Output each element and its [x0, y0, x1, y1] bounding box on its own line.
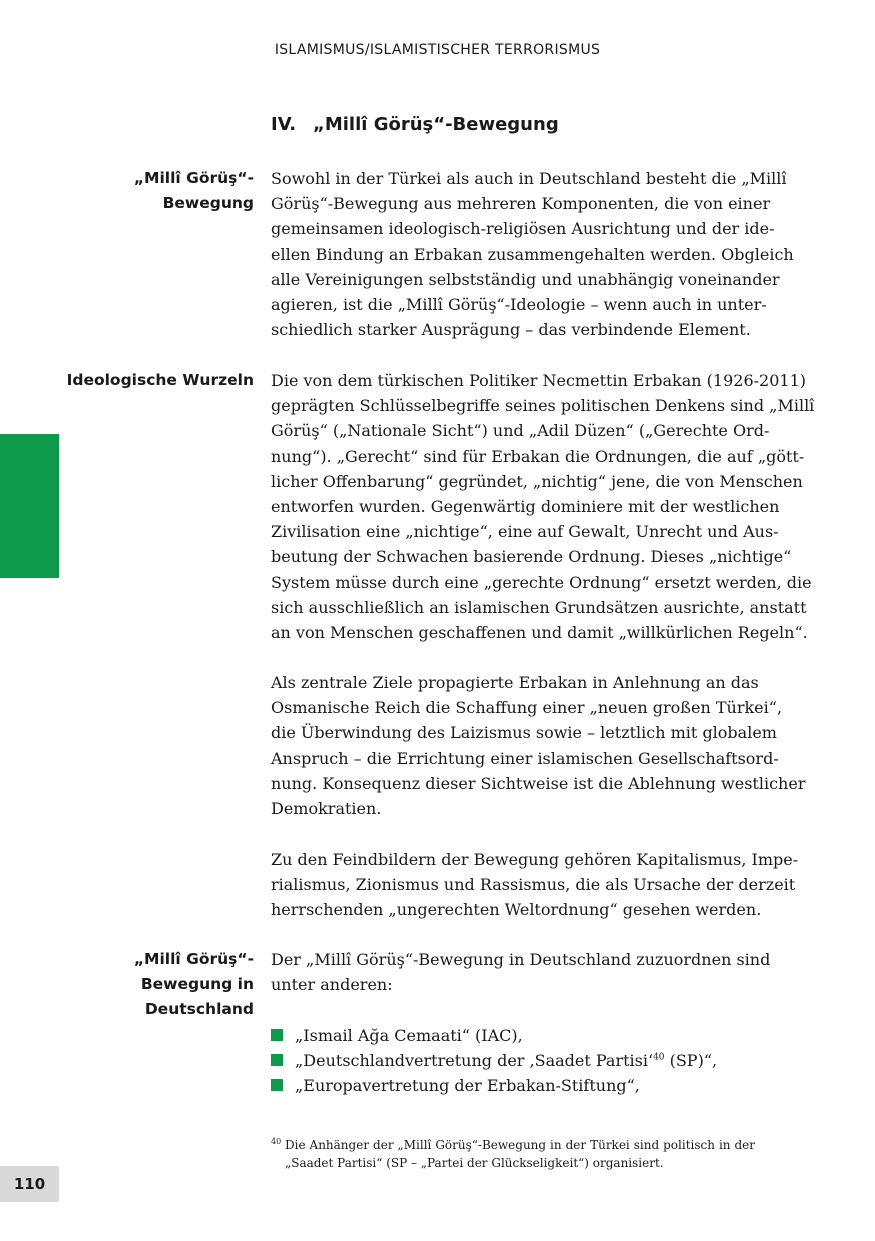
text-line: beutung der Schwachen basierende Ordnung. Dieses „nichtige“: [271, 547, 792, 567]
running-header: ISLAMISMUS/ISLAMISTISCHER TERRORISMUS: [274, 42, 601, 58]
margin-label-line: „Millî Görüş“-: [133, 950, 254, 968]
margin-label-line: Deutschland: [144, 1000, 254, 1019]
green-square-bullet-icon: [271, 1054, 283, 1066]
footnote-line: Die Anhänger der „Millî Görüş“-Bewegung in der Türkei sind politisch in der: [285, 1138, 755, 1152]
margin-label-ideologische-wurzeln: [67, 368, 254, 393]
text-line: herrschenden „ungerechten Weltordnung“ gesehen werden.: [271, 900, 762, 920]
list-item-text: (SP)“,: [664, 1051, 718, 1071]
margin-label-line: Ideologische Wurzeln: [66, 371, 254, 389]
text-line: die Überwindung des Laizismus sowie – letztlich mit globalem: [271, 723, 777, 743]
footnote: [271, 1136, 755, 1172]
text-line: schiedlich starker Ausprägung – das verbindende Element.: [271, 320, 751, 340]
text-line: Zivilisation eine „nichtige“, eine auf Gewalt, Unrecht und Aus-: [271, 522, 779, 542]
list-item-text: „Deutschlandvertretung der ‚Saadet Partisi‘: [295, 1051, 654, 1071]
paragraph-zentrale-ziele: [271, 670, 806, 821]
footnote-reference[interactable]: 40: [653, 1052, 665, 1063]
margin-label-line: „Millî Görüş“-: [133, 169, 254, 187]
section-number: IV.: [271, 114, 297, 135]
margin-label-line: Bewegung in: [140, 975, 254, 994]
list-item-text: „Europavertretung der Erbakan-Stiftung“,: [295, 1076, 640, 1096]
text-line: Sowohl in der Türkei als auch in Deutschland besteht die „Millî: [271, 169, 787, 188]
text-line: agieren, ist die „Millî Görüş“-Ideologie – wenn auch in unter-: [271, 294, 767, 314]
text-line: Osmanische Reich die Schaffung einer „neuen großen Türkei“,: [271, 698, 783, 718]
text-line: entworfen wurden. Gegenwärtig dominiere mit der westlichen: [271, 496, 780, 516]
chapter-color-tab: [0, 434, 59, 578]
text-line: Görüş“ („Nationale Sicht“) und „Adil Düzen“ („Gerechte Ord-: [271, 421, 770, 441]
text-line: unter anderen:: [271, 975, 393, 995]
margin-label-bewegung-deutschland: [134, 947, 254, 1023]
text-line: geprägten Schlüsselbegriffe seines politischen Denkens sind „Millî: [271, 396, 815, 416]
text-line: an von Menschen geschaffenen und damit „willkürlichen Regeln“.: [271, 622, 808, 642]
page-number: 110: [0, 1166, 59, 1202]
text-line: Die von dem türkischen Politiker Necmettin Erbakan (1926-2011): [271, 371, 806, 390]
list-item: [271, 1023, 755, 1048]
text-line: Zu den Feindbildern der Bewegung gehören Kapitalismus, Impe-: [271, 850, 799, 869]
section-title: [271, 114, 559, 135]
footnote-body: [285, 1136, 755, 1172]
margin-label-millig-bewegung: [134, 166, 254, 216]
text-line: sich ausschließlich an islamischen Grundsätzen ausrichte, anstatt: [271, 597, 807, 617]
text-line: System müsse durch eine „gerechte Ordnung“ ersetzt werden, die: [271, 572, 812, 592]
list-item: [271, 1073, 755, 1098]
paragraph-intro: [271, 166, 794, 342]
text-line: Anspruch – die Errichtung einer islamischen Gesellschaftsord-: [271, 748, 779, 768]
paragraph-feindbilder: [271, 847, 799, 923]
text-line: Als zentrale Ziele propagierte Erbakan in Anlehnung an das: [271, 673, 759, 692]
text-line: Der „Millî Görüş“-Bewegung in Deutschland zuzuordnen sind: [271, 950, 771, 969]
text-line: nung“). „Gerecht“ sind für Erbakan die Ordnungen, die auf „gött-: [271, 446, 805, 466]
margin-label-line: Bewegung: [162, 194, 254, 213]
text-line: nung. Konsequenz dieser Sichtweise ist die Ablehnung westlicher: [271, 773, 806, 793]
text-line: licher Offenbarung“ gegründet, „nichtig“ jene, die von Menschen: [271, 471, 803, 491]
paragraph-ideologische-wurzeln: [271, 368, 815, 645]
text-line: rialismus, Zionismus und Rassismus, die als Ursache der derzeit: [271, 875, 796, 895]
footnote-line: „Saadet Partisi“ (SP – „Partei der Glückseligkeit“) organisiert.: [285, 1156, 664, 1170]
green-square-bullet-icon: [271, 1079, 283, 1091]
organizations-list: [271, 1023, 755, 1099]
footnote-mark: 40: [271, 1137, 282, 1146]
text-line: ellen Bindung an Erbakan zusammengehalten werden. Obgleich: [271, 244, 794, 264]
text-line: Demokratien.: [271, 798, 382, 818]
section-title-text: „Millî Görüş“-Bewegung: [313, 114, 559, 135]
paragraph-deutschland: [271, 947, 771, 997]
text-line: gemeinsamen ideologisch-religiösen Ausrichtung und der ide-: [271, 219, 775, 239]
list-item: [271, 1048, 755, 1073]
text-line: Görüş“-Bewegung aus mehreren Komponenten, die von einer: [271, 194, 771, 214]
green-square-bullet-icon: [271, 1029, 283, 1041]
text-line: alle Vereinigungen selbstständig und unabhängig voneinander: [271, 269, 780, 289]
list-item-text: „Ismail Ağa Cemaati“ (IAC),: [295, 1026, 523, 1045]
